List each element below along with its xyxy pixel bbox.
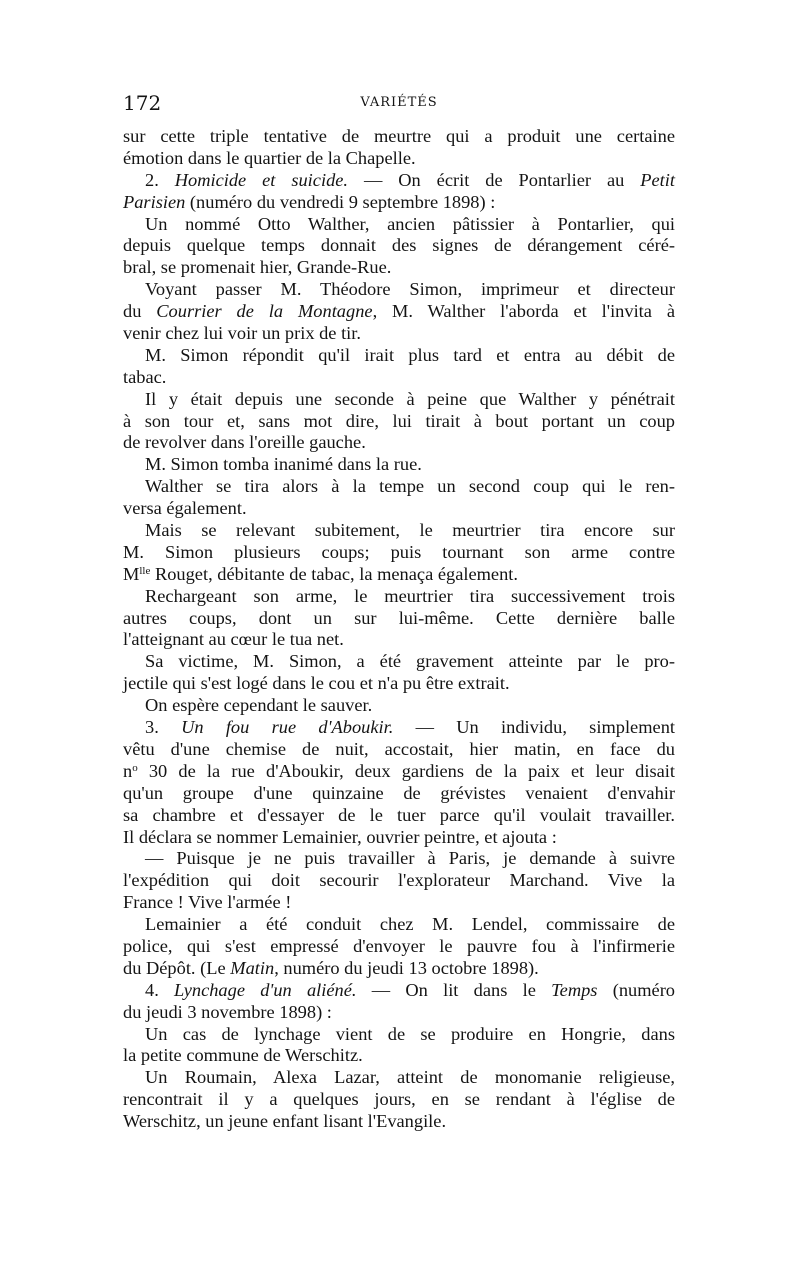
text-run: , numéro du jeudi 13 octobre 1898). [274, 957, 539, 978]
text-run: — On écrit de Pontarlier au [348, 169, 641, 190]
text-line [123, 980, 675, 1002]
text-line: autres coups, dont un sur lui-même. Cette dernière balle [123, 607, 675, 628]
italic-run: Lynchage d'un aliéné. [174, 979, 357, 1000]
text-run: Rouget, débitante de tabac, la menaça également. [150, 563, 519, 584]
text-line: Un nommé Otto Walther, ancien pâtissier à Pontarlier, qui [145, 213, 675, 234]
text-line: police, qui s'est empressé d'envoyer le pauvre fou à l'infirmerie [123, 935, 675, 956]
text-run: 30 de la rue d'Aboukir, deux gardiens de la paix et leur disait [137, 760, 675, 781]
text-run: — Un individu, simplement [393, 717, 675, 738]
text-run: 2. [145, 169, 175, 190]
text-line: Walther se tira alors à la tempe un second coup qui le ren- [145, 476, 675, 497]
text-run: 4. [145, 979, 175, 1000]
text-line: Lemainier a été conduit chez M. Lendel, commissaire de [145, 914, 675, 935]
text-line: l'expédition qui doit secourir l'explorateur Marchand. Vive la [123, 870, 675, 891]
text-line: Voyant passer M. Théodore Simon, imprimeur et directeur [145, 279, 675, 300]
italic-run: Petit [640, 169, 675, 190]
text-line: sa chambre et d'essayer de le tuer parce qu'il voulait travailler. [123, 804, 675, 825]
text-line: l'atteignant au cœur le tua net. [123, 629, 344, 650]
running-head: VARIÉTÉS [360, 95, 438, 110]
italic-run: Courrier de la Montagne [156, 301, 373, 322]
text-line: Il y était depuis une seconde à peine que Walther y pénétrait [145, 388, 675, 409]
text-line: France ! Vive l'armée ! [123, 892, 292, 913]
text-line [123, 192, 675, 214]
text-run: (numéro [597, 979, 676, 1000]
text-line [123, 301, 675, 323]
text-line [123, 564, 675, 586]
text-line: de revolver dans l'oreille gauche. [123, 432, 366, 453]
text-line: — Puisque je ne puis travailler à Paris, je demande à suivre [145, 848, 675, 869]
italic-run: Un fou rue d'Aboukir. [181, 717, 394, 738]
text-line: Un cas de lynchage vient de se produire en Hongrie, dans [145, 1023, 675, 1044]
text-line: Werschitz, un jeune enfant lisant l'Evangile. [123, 1111, 447, 1132]
text-run: M [123, 563, 140, 584]
text-line: la petite commune de Werschitz. [123, 1045, 363, 1066]
text-line: M. Simon répondit qu'il irait plus tard et entra au débit de [145, 344, 675, 365]
text-line: tabac. [123, 366, 167, 387]
text-line: bral, se promenait hier, Grande-Rue. [123, 257, 392, 278]
italic-run: Parisien [123, 191, 186, 212]
text-line: depuis quelque temps donnait des signes de dérangement céré- [123, 235, 675, 256]
text-line: Un Roumain, Alexa Lazar, atteint de monomanie religieuse, [145, 1067, 675, 1088]
text-line: Il déclara se nommer Lemainier, ouvrier peintre, et ajouta : [123, 826, 557, 847]
text-line: jectile qui s'est logé dans le cou et n'a pu être extrait. [123, 673, 510, 694]
superscript: o [132, 761, 138, 774]
text-line: venir chez lui voir un prix de tir. [123, 323, 361, 344]
text-line: M. Simon plusieurs coups; puis tournant son arme contre [123, 541, 675, 562]
text-line: à son tour et, sans mot dire, lui tirait à bout portant un coup [123, 410, 675, 431]
text-line: M. Simon tomba inanimé dans la rue. [145, 454, 422, 475]
text-line [123, 761, 675, 783]
text-run: du [123, 301, 157, 322]
text-line: vêtu d'une chemise de nuit, accostait, hier matin, en face du [123, 738, 675, 759]
text-line: On espère cependant le sauver. [145, 695, 373, 716]
superscript: lle [139, 564, 151, 577]
text-run: n [123, 760, 133, 781]
italic-run: Homicide et suicide. [174, 169, 349, 190]
text-line: rencontrait il y a quelques jours, en se rendant à l'église de [123, 1089, 675, 1110]
text-line [123, 717, 675, 739]
text-run: du Dépôt. (Le [123, 957, 231, 978]
italic-run: Temps [551, 979, 598, 1000]
text-line [123, 170, 675, 192]
text-line: Sa victime, M. Simon, a été gravement atteinte par le pro- [145, 651, 675, 672]
text-run: , M. Walther l'aborda et l'invita à [372, 301, 675, 322]
text-run: — On lit dans le [356, 979, 552, 1000]
text-line: émotion dans le quartier de la Chapelle. [123, 147, 416, 168]
page-number: 172 [123, 91, 162, 115]
text-run: 3. [145, 717, 182, 738]
text-line: Rechargeant son arme, le meurtrier tira successivement trois [145, 585, 675, 606]
text-line: du jeudi 3 novembre 1898) : [123, 1001, 332, 1022]
text-line: versa également. [123, 498, 247, 519]
text-line: Mais se relevant subitement, le meurtrier tira encore sur [145, 520, 675, 541]
text-line: qu'un groupe d'une quinzaine de grévistes venaient d'envahir [123, 782, 675, 803]
text-line: sur cette triple tentative de meurtre qui a produit une certaine [123, 126, 675, 146]
body-text [123, 126, 675, 1133]
page-header [123, 90, 675, 116]
italic-run: Matin [230, 957, 275, 978]
text-line [123, 958, 675, 980]
text-run: (numéro du vendredi 9 septembre 1898) : [185, 191, 496, 212]
